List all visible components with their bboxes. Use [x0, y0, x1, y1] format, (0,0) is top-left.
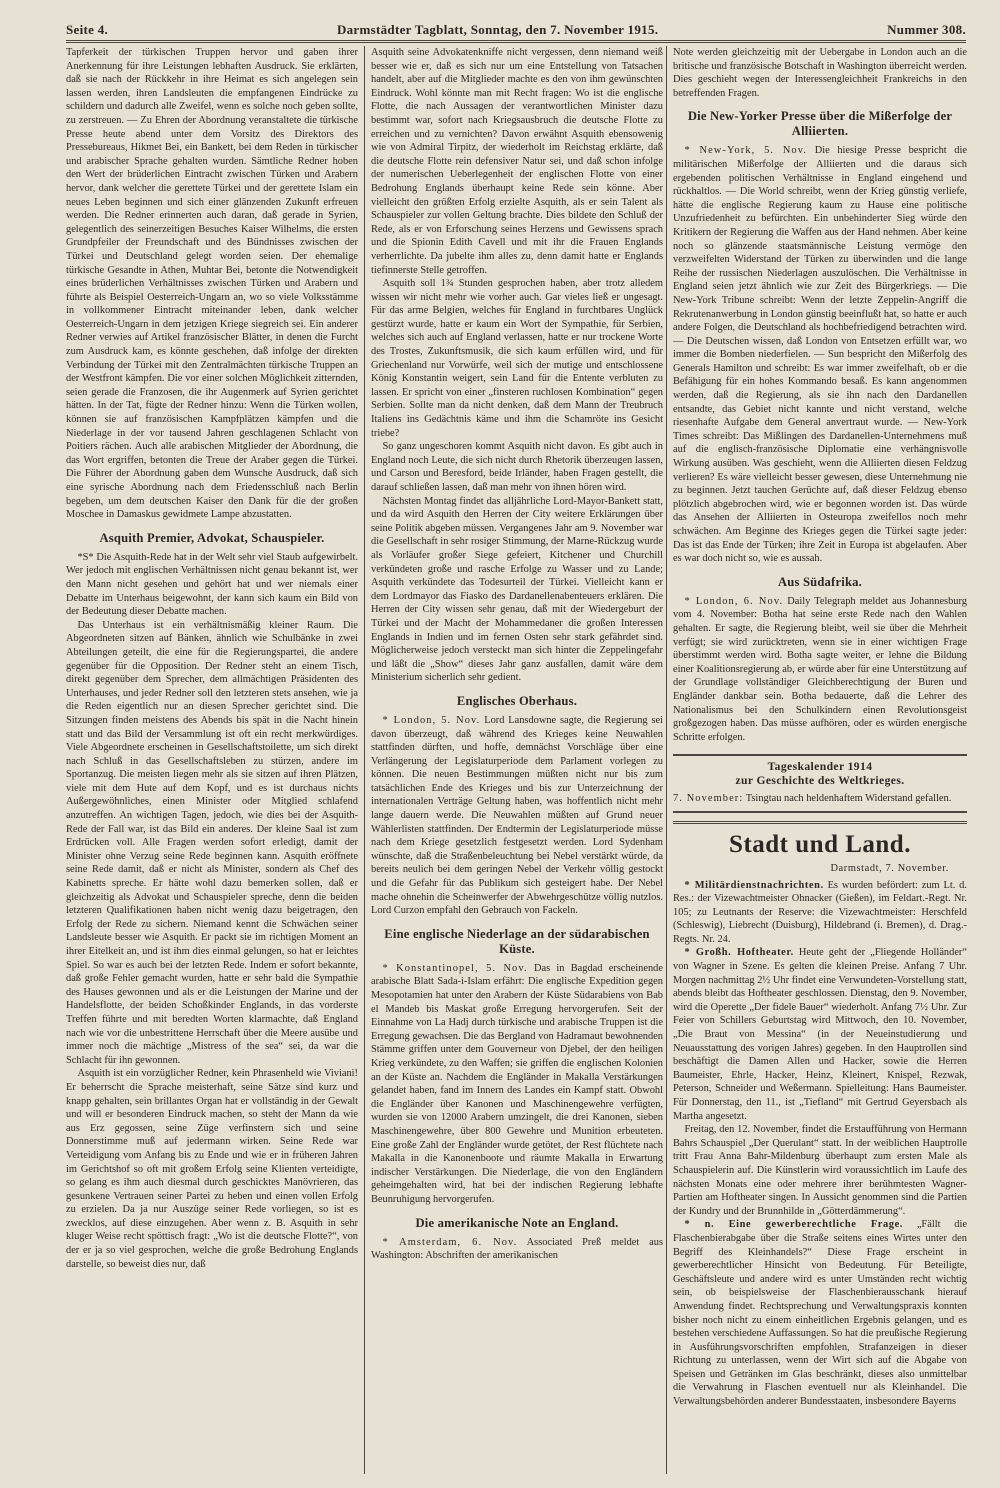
article-heading-newyork: Die New-Yorker Presse über die Mißerfolge der Alliierten.: [687, 109, 953, 139]
article-heading-suedafrika: Aus Südafrika.: [778, 574, 862, 589]
news-body: Daily Telegraph meldet aus Johannesburg vom 4. November: Botha hat seine erste Rede nach den Wahlen gehalten. Er sagte, die Regierung bleibt, weil sie über die Mehrheit verfügt; sie wird zurücktreten, wenn sie in einer wichtigen Frage überstimmt werden wird. Botha sagte weiter, er lehne die Bildung einer Koalitionsregierung ab, er würde aber für eine Unterstützung auf der Grundlage vollständiger Gleichberechtigung der Buren und Engländer dankbar sein. Botha bedauerte, daß die Lehrer des Nationalismus bei den Schulkindern einen Revolutionsgeist großgezogen haben. Das müsse aufhören, oder es würden energische Schritte erfolgen.: [673, 595, 967, 743]
news-body: Associated Preß meldet aus Washington: Abschriften der amerikanischen: [371, 1236, 663, 1262]
column-middle: [364, 46, 663, 1474]
page-number: Seite 4.: [66, 22, 109, 37]
news-item: [371, 1236, 663, 1263]
article-note-continuation: Note werden gleichzeitig mit der Uebergabe in London auch an die britische und französische Botschaft in Washington überreicht werden. Dies geschieht wegen der Interessengleichheit Frankreichs in den betreffenden Fragen.: [673, 47, 967, 99]
tageskalender-box: [673, 754, 967, 813]
news-body: Die hiesige Presse bespricht die militärischen Mißerfolge der Alliierten und die daraus sich ergebenden politischen Verhältnisse in England eingehend und rückhaltlos. — Die World schreibt, wenn der Krieg günstig verliefe, hätte die englische Regierung kaum zu Hause eine politische Unzufriedenheit zu befürchten. Ein unbehinderter Sieg würde den Kritikern der Regierung die Waffen aus der Hand nehmen. Aber keine noch so glänzende staatsmännische Leistung vermöge den verzweifelten Widerstand der Türken zu überwinden und die lange Reihe der russischen Niederlagen auszulöschen. Die Verhältnisse in England seien jetzt ähnlich wie zur Zeit des Bürgerkriegs. — Die New-York Tribune schreibt: Wenn der letzte Zeppelin-Angriff die Rekrutenanwerbung in London günstig beeinflußt hat, so hatte er auch andere Folgen, die Deutschland als hochbefriedigend betrachten wird. — Die Deutschen wissen, daß London von Entsetzen erfüllt war, wo immer die Bomben niederfielen. — Sun bespricht den Mißerfolg des Generals Hamilton und schreibt: Es war immer zweifelhaft, ob er die Befähigung für ein hohes Kommando besaß. Es kann angenommen werden, daß die Regierung, als sie ihn nach den Dardanellen entsandte, das Gebiet nicht kannte und nicht verstand, welche riesenhafte Aufgabe dem General anvertraut wurde. — New-York Times schreibt: Das Mißlingen des Dardanellen-Unternehmens muß auf die englisch-französische Diplomatie eine verhängnisvolle Wirkung ausüben. Was geschieht, wenn die Alliierten diesen Feldzug verlieren? Es wäre vielleicht besser gewesen, diese Unternehmung nie zu beginnen. Jetzt tauchen Gerüchte auf, daß dieser Feldzug ebenso plötzlich abgebrochen wird, wie er begonnen worden ist. Das würde das Ansehen der Alliierten in Osteuropa zweifellos noch mehr schwächen. Am Beginne des Krieges gegen die Türkei sagte jeder: Das ist das Ende der Türken; ihre Zeit in Europa ist abgelaufen. Aber es war doch nicht so, wie es aussah.: [673, 145, 967, 565]
local-news-lead: * Großh. Hoftheater.: [684, 947, 794, 959]
local-news-lead: * Militärdienstnachrichten.: [684, 879, 824, 891]
local-news-lead: * n. Eine gewerberechtliche Frage.: [684, 1219, 903, 1231]
section-heading-stadt-und-land: Stadt und Land.: [673, 821, 967, 860]
article-paragraph: Das Unterhaus ist ein verhältnismäßig kleiner Raum. Die Abgeordneten sitzen auf Bänken, ähnlich wie Schulbänke in zwei Abteilungen geteilt, die eine für die Regierungspartei, die andere gegenüber für die Opposition. Der Redner steht an einem Tisch, direkt gegenüber dem Sprecher, dem allmächtigen Präsidenten des Unterhauses, und jeder Redner soll den letzteren stets ansehen, wie ja die Reden eigentlich nur an diesen Sprecher gerichtet sind. Die Sitzungen finden meistens des Abends bis spät in die Nacht hinein statt und das Bild der Versammlung ist oft ein recht merkwürdiges. Viele Abgeordnete erscheinen in Gesellschaftstoilette, um sich direkt nach Schluß in das Gesellschaftsleben zu stürzen, andere im Sportanzug. Die meisten liegen mehr als sie sitzen auf ihren Plätzen, viele mit dem Hute auf dem Kopf, und es ist durchaus nichts Außergewöhnliches, einen Minister oder Mitglied schlafend anzutreffen. An wichtigen Tagen, jedoch, wie dies bei der Asquith-Rede der Fall war, ist das Bild ein anderes. Der kleine Saal ist zum Erdrücken voll. Alle Fragen werden sofort erledigt, damit der Minister ohne Verzug seine Rede beginnen kann. Asquith eröffnete seine Rede damit, daß er nicht als Minister, sondern als Chef des Kabinetts spreche. Er hätte wohl dazu bemerken sollen, daß er gleichzeitig als Advokat und Schauspieler spreche, denn die beiden letzteren Qualifikationen haben nicht wenig dazu beigetragen, den Erfolg der Rede zu sichern. Niemand kennt die Schwächen seiner Landsleute besser wie Asquith. Er packt sie im richtigen Moment an ihrer Eitelkeit an, und ist ihm dies einmal gelungen, so hat er leichtes Spiel. So war es auch bei der letzten Rede. Indem er sofort bekannte, daß große Fehler gemacht wurden, hatte er sehr bald die Sympathie des Hauses gewonnen und als er die Leistungen der Marine und der Handelsflotte, der beiden Schoßkinder Englands, in das vorderste Treffen führte und mit beredten Worten klarmachte, daß England nach wie vor die unbestrittene Herrschaft über die Meere ausübe und immer noch die mächtige „Mistress of the sea“ sei, da war die Schlacht für ihn gewonnen.: [66, 619, 358, 1066]
news-item: [673, 144, 967, 565]
page-header: [66, 12, 966, 43]
article-heading-oberhaus: Englisches Oberhaus.: [456, 693, 578, 708]
article-paragraph: Nächsten Montag findet das alljährliche Lord-Mayor-Bankett statt, und da wird Asquith den Herren der City weitere Erklärungen über seine Politik abgeben müssen. Vergangenes Jahr am 9. November war die Gesellschaft in sehr rosiger Stimmung, der Marne-Rückzug wurde als Vorläufer großer Siege gefeiert, Kitchener und Churchill verkündeten große und rasche Erfolge zu Wasser und zu Lande; Asquith verkündete das Todesurteil der Türkei. Vielleicht kann er dem Lordmayor das Fiasko des Dardanellenabenteuers erklären. Die Herren der City wissen sehr genau, daß mit der Wiedergeburt der Türkei und der Macht der Mohammedaner die großen Interessen Englands in Indien und im fernen Osten sehr stark gefährdet sind. Möglicherweise jedoch versteckt man sich hinter die Zeppelingefahr und läßt die „Show“ dieses Jahr ganz ausfallen, damit wäre dem Ministerium sicherlich sehr gedient.: [371, 495, 663, 684]
article-paragraph: So ganz ungeschoren kommt Asquith nicht davon. Es gibt auch in England noch Leute, die sich nicht durch Rhetorik überzeugen lassen, und Carson und Beresford, beide Irländer, haben Fragen gestellt, die darauf schließen lassen, daß man mehr von ihnen hören wird.: [371, 441, 663, 493]
article-paragraph: Asquith soll 1¾ Stunden gesprochen haben, aber trotz alledem wissen wir nicht mehr wie vorher auch. Gar vieles ließ er ungesagt. Für das arme Belgien, welches für England in furchtbares Unglück gestürzt wurde, hatte er kaum ein Wort der Sympathie, für Serbien, welches sich auch auf England verlassen, hatte er nur trockene Worte des Trostes, Zukunftsmusik, die sich kaum erfüllen wird, und für Griechenland nur Vorwürfe, weil sich der mutige und entschlossene König Konstantin weigert, sein Land für die Entente verbluten zu lassen. Er spricht von einer „finsteren ruchlosen Kombination“ gegen Serbien. Sollte man da nicht denken, daß dem Mann der Treubruch Italiens ins Gedächtnis käme und ihm die Schamröte ins Gesicht triebe?: [371, 278, 663, 439]
tageskalender-entry: [673, 792, 967, 806]
column-right: [666, 46, 967, 1474]
article-heading-note: Die amerikanische Note an England.: [415, 1215, 619, 1230]
local-news-body: Heute geht der „Fliegende Holländer“ von Wagner in Szene. Es gelten die kleinen Preise. Anfang 7 Uhr. Morgen nachmittag 2½ Uhr findet eine Verwundeten-Vorstellung statt, abends bleibt das Hoftheater geschlossen. Dienstag, den 9. November, wird die Operette „Der fidele Bauer“ wiederholt. Anfang 7½ Uhr. Zur Feier von Schillers Geburtstag wird Mittwoch, den 10. November, „Die Braut von Messina“ (in der Neueinstudierung und Neuausstattung des vorigen Jahres) gegeben. In den Hauptrollen sind beschäftigt die Damen Allen und Hacker, sowie die Herren Baumeister, Ehrle, Hacker, Heinz, Kleinert, Knispel, Rezwak, Peterson, Schneider und Weßermann. Spielleitung: Hans Baumeister. Für Donnerstag, den 11., ist „Tiefland“ mit Gertrud Geyersbach als Martha angesetzt.: [673, 947, 967, 1122]
news-item: [673, 595, 967, 745]
article-paragraph: Asquith ist ein vorzüglicher Redner, kein Phrasenheld wie Viviani! Er beherrscht die Sprache meisterhaft, seine Sätze sind kurz und knapp gehalten, sein brillantes Organ hat er vollständig in der Gewalt und will er besonderen Eindruck machen, so steht der Mann da wie aus Erz gegossen, seine Züge verfinstern sich und seine Donnerstimme muß auf jedermann wirken. Seine Rede war Verteidigung vom Anfang bis zu Ende und wie er in früheren Jahren im Gerichtshof so oft mit großem Erfolg seine Klienten verteidigte, so gelang es ihm auch diesmal durch geschicktes Manövrieren, das gesunkene Vertrauen seiner Partei zu heben und einen vollen Erfolg zu erzielen. Da ja nur Auszüge seiner Rede vorliegen, so ist es zwecklos, auf diese einzugehen. Aber wenn z. B. Asquith in sehr kluger Weise recht spöttisch fragt: „Wo ist die deutsche Flotte?“, von der er ja so viel gesprochen, welche die große Bedrohung Englands darstelle, so beweist dies nur, daß: [66, 1068, 358, 1270]
local-news-body: Es wurden befördert: zum Lt. d. Res.: der Vizewachtmeister Ohnacker (Gießen), im Feldart.-Regt. Nr. 105; zu Leutnants der Reserve: die Vizewachtmeister: Herschfeld (Schleswig), Liebrecht (Duisburg), Hildebrand (i. Bremen), d. Drag.-Regts. Nr. 24.: [673, 879, 967, 945]
column-left: [66, 46, 358, 1271]
tageskalender-date: 7. November:: [673, 793, 744, 805]
local-news-body: „Fällt die Flaschenbierabgabe über die Straße seitens eines Wirtes unter den Begriff des Kleinhandels?“ Diese Frage erscheint in gewerberechtlicher Hinsicht von Bedeutung. Für Beteiligte, Geschäftsleute und andere wird es unter Umständen recht wichtig sein, ob beispielsweise der Flaschenbierausschank hierauf Anwendung findet. Rechtsprechung und Verwaltungspraxis konnten bisher noch nicht zu einem einheitlichen Ergebnis gelangen, und es bestehen verschiedene Auffassungen. So hat die preußische Regierung in Ausführungsvorschriften empfohlen, Strafanzeigen in dieser Richtung zu unterlassen, wenn der Wirt sich auf die Abgabe von Speisen und Getränken im Glas beschränkt, dieses also unmittelbar die Verwahrung in Flaschen eventuell nur als Kleinhandel. Die Verwaltungsbehörden anderer Bundesstaaten, insbesondere Bayerns: [673, 1219, 967, 1408]
news-body: Das in Bagdad erscheinende arabische Blatt Sada-i-Islam erfährt: Die englische Expedition gegen Mesopotamien hat unter den Arabern der Küste Südarabiens von Bab el Mandeb bis Maskat große Erregung hervorgerufen. Seit der Einnahme von La Hadj durch türkische und arabische Truppen ist die Erregung gewachsen. Die das Bergland von Hadramaut bewohnenden Stämme griffen unter dem Gouverneur von Djebel, der den heiligen Krieg verkündete, zu den Waffen; sie griffen die englischen Kolonien an der Küste an. Nachdem die Engländer in Makalla Verstärkungen gelandet haben, fand im Innern des Landes ein Kampf statt. Obwohl die Engländer über Kanonen und Maschinengewehre verfügten, wurden sie von 12000 Arabern umzingelt, die drei Kanonen, sieben Maschinengewehre, über 800 Gewehre und Munition erbeuteten. Eine große Zahl der Engländer wurde getötet, der Rest flüchtete nach Makalla in die Kanonenboote und räumte Makalla in Erwartung indischer Verstärkungen. Die Niederlage, die von den Engländern geheimgehalten wird, hat bei der indischen Regierung lebhafte Beunruhigung hervorgerufen.: [371, 962, 663, 1205]
article-heading-niederlage: Eine englische Niederlage an der südarabischen Küste.: [384, 926, 650, 956]
issue-number: Nummer 308.: [887, 22, 966, 37]
dateline: * London, 6. Nov.: [684, 595, 784, 607]
tageskalender-subtitle: zur Geschichte des Weltkrieges.: [735, 774, 905, 788]
article-paragraph: Asquith seine Advokatenkniffe nicht vergessen, denn niemand weiß besser wie er, daß es sich nur um eine Entstellung von Tatsachen handelt, aber auf die Mitglieder machte es den von ihm gewünschten Eindruck. Wohl könnte man mit Recht fragen: Wo ist die englische Flotte, die nach Aussagen der verantwortlichen Minister dazu bestimmt war, sofort nach Kriegsausbruch die deutsche Flotte zu erreichen und zu vernichten? Davon erwähnt Asquith ebensowenig wie von Admiral Tirpitz, der wiederholt im Reichstag erklärte, daß die deutsche Flotte rein defensiver Natur sei, und daß schon infolge der numerischen Ueberlegenheit der englischen Flotte von einer Bedrohung Englands überhaupt keine Rede sein könne. Aber vielleicht den größten Erfolg erzielte Asquith, als er sein Talent als Schauspieler zur vollen Geltung brachte. Dies bildete den Schluß der Rede, als er von Erforschung seines Herzens und Gewissens sprach und die Spionin Edith Cavell und mit ihr die Frauen Englands verherrlichte. Da jubelte ihm alles zu, denn damit hatte er Englands tiefinnerste Stelle getroffen.: [371, 47, 663, 276]
article-syria-continuation: Tapferkeit der türkischen Truppen hervor und gaben ihrer Anerkennung für ihre Leistungen lebhaften Ausdruck. Sie erklärten, daß sie nach der Rückkehr in ihre Heimat es sich angelegen sein lassen werden, ihren Landsleuten die empfangenen Eindrücke zu schildern und dadurch alle Zweifel, wenn es solche noch geben sollte, zu zerstreuen. — Zu Ehren der Abordnung veranstaltete die türkische Presse heute abend unter dem Vorsitz des Direktors des Pressebureaus, Hikmet Bei, ein Bankett, bei dem Reden in türkischer und arabischer Sprache gehalten wurden. Sämtliche Redner hoben den Wert der brüderlichen Eintracht zwischen Türken und Arabern hervor, dank welcher die gerettete Türkei und der gerettete Islam ein neues Leben beginnen und sich einer glänzenden Zukunft erfreuen werden. Die Redner erinnerten auch daran, daß gerade in Syrien, gelegentlich des seinerzeitigen Besuches Kaiser Wilhelms, die ersten Grundpfeiler der Freundschaft und des Bündnisses zwischen der Türkei und Deutschland gelegt worden seien. Der ehemalige türkische Gesandte in Athen, Muhtar Bei, betonte die Notwendigkeit eines brüderlichen Verhältnisses zwischen Türken und Arabern und führte als Beispiel Oesterreich-Ungarn an, wo so viele Volksstämme in vollkommener Eintracht miteinander leben, dank welcher Oesterreich-Ungarn in dem jetzigen Kriege siegreich sei. Ein anderer Redner verwies auf Artikel französischer Blätter, in denen die Furcht zum Ausdruck kam, es könnte geschehen, daß infolge der direkten Verbindung der Türkei mit den Zentralmächten türkische Truppen an der Westfront kämpfen. Die vor einer solchen Möglichkeit zitternden, seien gerade die Franzosen, die ihr Augenmerk auf Syrien gerichtet hätten. In der Tat, fügte der Redner hinzu: Wenn die Türken wollen, können sie auf französischen Kampfplätzen kämpfen und die Niederlage in der vor tausend Jahren geschlagenen Schlacht von Poitiers rächen. Auch alle arabischen Mitglieder der Abordnung, die das Wort ergriffen, betonten die Treue der Araber gegen die Türkei. Die Führer der Abordnung gaben dem Wunsche Ausdruck, daß sich eine syrische Abordnung nach dem Friedensschluß nach Berlin begeben, um dem deutschen Kaiser den Dank für die der großen Moschee in Damaskus gewidmete Lampe abzustatten.: [66, 47, 358, 521]
local-news-item: [673, 946, 967, 1123]
news-item: [371, 962, 663, 1207]
section-dateline: Darmstadt, 7. November.: [830, 862, 949, 874]
local-news-item: [673, 879, 967, 947]
newspaper-title-date: Darmstädter Tagblatt, Sonntag, den 7. November 1915.: [336, 22, 659, 37]
dateline: * Amsterdam, 6. Nov.: [382, 1236, 518, 1248]
tageskalender-text: Tsingtau nach heldenhaftem Widerstand gefallen.: [745, 793, 952, 805]
news-item: [371, 714, 663, 918]
dateline: * New-York, 5. Nov.: [684, 145, 808, 157]
dateline: * London, 5. Nov.: [382, 714, 481, 726]
tageskalender-title: Tageskalender 1914: [767, 760, 873, 774]
article-heading-asquith: Asquith Premier, Advokat, Schauspieler.: [99, 530, 325, 545]
local-news-paragraph: Freitag, den 12. November, findet die Erstaufführung von Hermann Bahrs Schauspiel „Der Querulant“ statt. In der weiblichen Hauptrolle tritt Frau Anna Bahr-Mildenburg überhaupt zum ersten Male als Schauspielerin auf. Die Künstlerin wird voraussichtlich im Laufe des nächsten Monats eine oder mehrere ihrer berühmtesten Wagner-Partien am Hoftheater singen. In Aussicht genommen sind die Partien der Kundry und der Brunnhilde in „Götterdämmerung“.: [673, 1124, 967, 1217]
dateline: * Konstantinopel, 5. Nov.: [382, 962, 528, 974]
article-paragraph: *S* Die Asquith-Rede hat in der Welt sehr viel Staub aufgewirbelt. Wer jedoch mit englischen Verhältnissen nicht genau bekannt ist, wer den Mann nicht gesehen und gehört hat und wer niemals einer Debatte im Unterhaus beigewohnt, der kann sich kaum ein Bild von der Bedeutung dieser Debatte machen.: [66, 551, 358, 618]
news-body: Lord Lansdowne sagte, die Regierung sei davon überzeugt, daß während des Krieges keine Neuwahlen stattfinden dürften, und hoffe, demnächst Vorschläge über eine Verlängerung der Legislaturperiode dem Parlament vorlegen zu können. Die neuen Bestimmungen müßten nicht nur bis zum tatsächlichen Ende des Krieges und bis zur Unterzeichnung der internationalen Verträge Geltung haben, was hoffentlich nicht mehr lange dauern werde. Die Neuwahlen müßten auf Grund neuer Wählerlisten stattfinden. Der Endtermin der Legislaturperiode müsse nach dem Kriege gesetzlich festgesetzt werden. Lord Sydenham wünschte, daß die Straßenbeleuchtung bei Nebel verstärkt würde, da bereits neulich bei dem geringen Nebel der Verkehr völlig gestockt und die Gefahr für das Publikum sich gesteigert habe. Der Nebel mache ohnehin die Scheinwerfer der Abwehrgeschütze völlig nutzlos. Lord Curzon empfahl den Gebrauch von Fackeln.: [371, 714, 663, 917]
local-news-item: [673, 1218, 967, 1408]
